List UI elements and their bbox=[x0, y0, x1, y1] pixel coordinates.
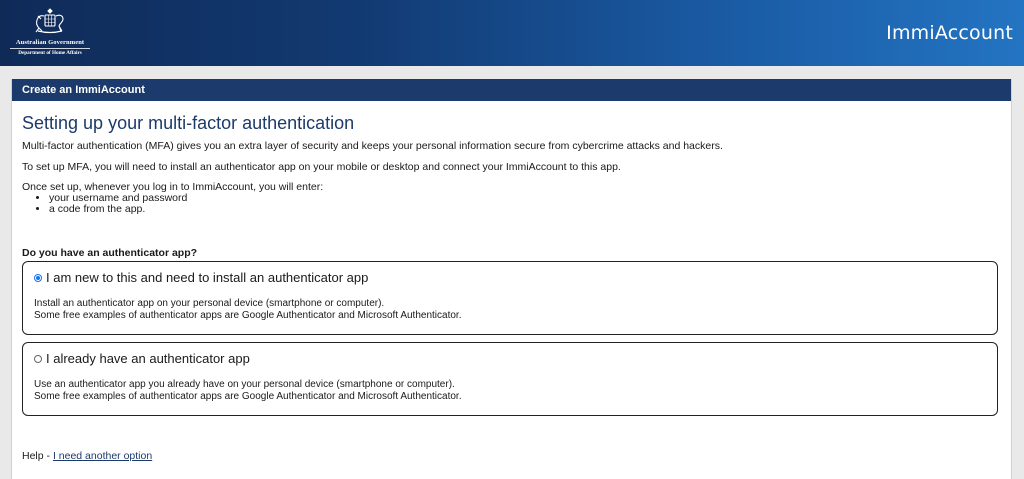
another-option-link[interactable]: I need another option bbox=[52, 450, 153, 462]
list-item: • a code from the app. bbox=[49, 204, 1001, 215]
option-description: Use an authenticator app you already have on your personal device (smartphone or computer). bbox=[34, 379, 455, 390]
list-item: • your username and password bbox=[49, 193, 1001, 204]
login-steps-intro: Once set up, whenever you log in to ImmiAccount, you will enter: bbox=[22, 181, 324, 193]
option-label: I already have an authenticator app bbox=[46, 351, 250, 366]
panel-title-bar: Create an ImmiAccount bbox=[12, 79, 1011, 101]
page-title: Setting up your multi-factor authentication bbox=[22, 113, 355, 133]
panel-content bbox=[12, 112, 1011, 462]
authenticator-question: Do you have an authenticator app? bbox=[22, 247, 198, 259]
site-header bbox=[0, 0, 1024, 66]
main-panel bbox=[11, 79, 1012, 479]
department-name: Department of Home Affairs bbox=[18, 50, 82, 56]
help-prefix: Help - bbox=[22, 450, 53, 462]
login-steps-list bbox=[22, 193, 1001, 215]
option-description: Some free examples of authenticator apps are Google Authenticator and Microsoft Authenticator. bbox=[34, 310, 462, 321]
government-name: Australian Government bbox=[15, 39, 85, 46]
coat-of-arms-icon bbox=[30, 6, 70, 36]
help-line bbox=[22, 450, 1001, 462]
option-description: Install an authenticator app on your personal device (smartphone or computer). bbox=[34, 298, 385, 309]
logo-divider bbox=[10, 48, 90, 49]
option-new-to-authenticator[interactable] bbox=[22, 261, 998, 335]
option-already-have-authenticator[interactable] bbox=[22, 342, 998, 416]
radio-already-have-authenticator[interactable] bbox=[34, 355, 42, 363]
mfa-intro-text: Multi-factor authentication (MFA) gives you an extra layer of security and keeps your personal information secure from cybercrime attacks and hackers. bbox=[22, 140, 723, 152]
australian-government-logo[interactable] bbox=[8, 6, 92, 60]
mfa-setup-text: To set up MFA, you will need to install an authenticator app on your mobile or desktop and connect your ImmiAccount to this app. bbox=[22, 161, 621, 173]
app-title: ImmiAccount bbox=[886, 22, 1013, 44]
option-description: Some free examples of authenticator apps are Google Authenticator and Microsoft Authenticator. bbox=[34, 391, 462, 402]
radio-new-to-authenticator[interactable] bbox=[34, 274, 42, 282]
option-label: I am new to this and need to install an authenticator app bbox=[46, 270, 369, 285]
